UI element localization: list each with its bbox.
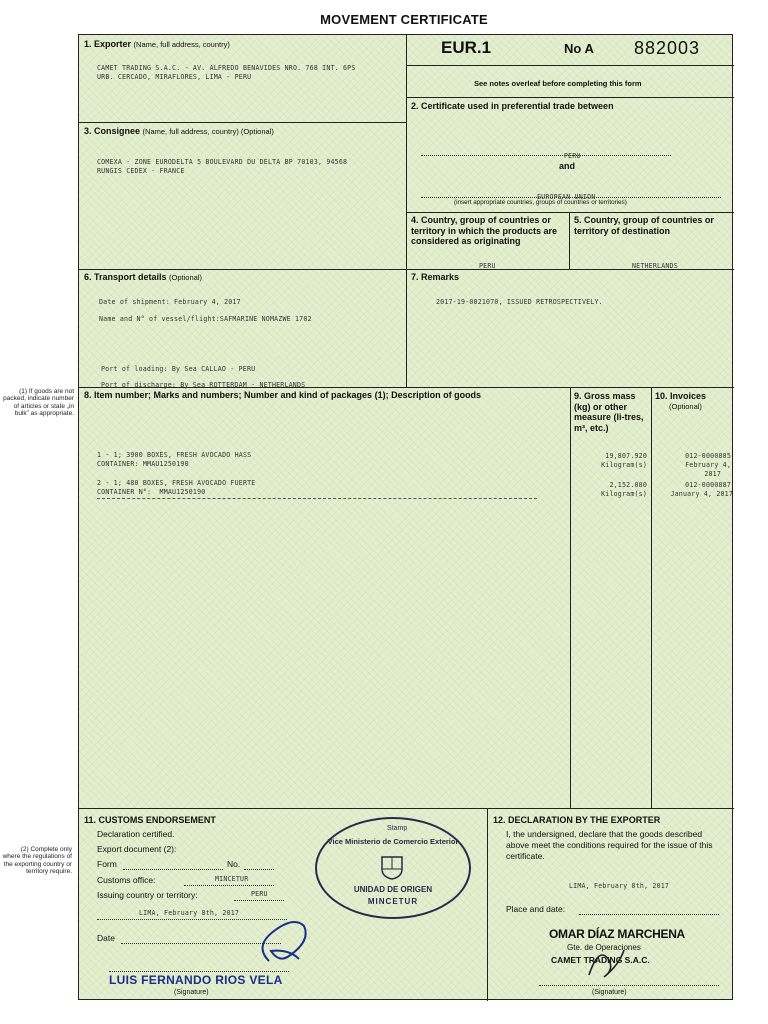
exporter-address-line1: CAMET TRADING S.A.C. - AV. ALFREDO BENAVIDES NRO. 768 INT. 6PS (97, 64, 356, 72)
shipment-date: Date of shipment: February 4, 2017 (99, 298, 241, 306)
exporter-signature-label: (Signature) (592, 989, 627, 996)
consignee-label: 3. Consignee (Name, full address, country) (Optional) (84, 126, 274, 136)
certificate-number: 882003 (634, 38, 701, 58)
trade-country-2: EUROPEAN UNION (537, 193, 596, 201)
certificate-form (78, 34, 733, 1000)
notes-overleaf: See notes overleaf before completing this form (474, 79, 642, 88)
customs-date-value: LIMA, February 8th, 2017 (139, 909, 240, 917)
item1-container: CONTAINER: MMAU1250190 (97, 460, 189, 468)
trade-country-1: PERU (564, 152, 581, 160)
origin-country-label: 4. Country, group of countries or territory in which the products are considered as originating (411, 215, 558, 246)
invoices-label: 10. Invoices (655, 391, 707, 401)
exporter-place-date-value: LIMA, February 8th, 2017 (569, 882, 670, 890)
box2-and: and (559, 161, 576, 171)
export-document-label: Export document (2): (97, 844, 177, 854)
port-of-loading: Port of loading: By Sea CALLAO - PERU (101, 365, 256, 373)
box2-dotline1 (421, 155, 671, 156)
item2-container: CONTAINER N°: MMAU1250190 (97, 488, 206, 496)
exporter-signatory-position: Gte. de Operaciones (567, 943, 641, 952)
form-label: Form (97, 859, 117, 869)
no-dotline (244, 869, 274, 870)
stamp-label: Stamp (387, 825, 408, 832)
customs-stamp (315, 817, 471, 919)
box2-label: 2. Certificate used in preferential trade between (411, 101, 614, 111)
invoice2-date: January 4, 2017 (670, 490, 733, 498)
customs-office-value: MINCETUR (215, 875, 249, 883)
port-of-discharge: Port of discharge: By Sea ROTTERDAM - NETHERLANDS (101, 381, 306, 389)
exporter-signatory-name: OMAR DÍAZ MARCHENA (549, 927, 685, 941)
customs-signature-label: (Signature) (174, 989, 209, 996)
issuing-country-label: Issuing country or territory: (97, 890, 198, 900)
place-date-dotline (579, 914, 719, 915)
stamp-bottom-text: UNIDAD DE ORIGEN (353, 885, 433, 894)
origin-country-value: PERU (479, 262, 496, 270)
exporter-signature-dotline (539, 985, 719, 986)
goods-end-line (97, 498, 537, 499)
customs-signature-icon (249, 901, 319, 971)
exporter-signature-icon (579, 935, 629, 985)
consignee-address-line1: COMEXA - ZONE EURODELTA 5 BOULEVARD DU DELTA BP 70103, 94568 (97, 158, 348, 166)
form-no-label: No. (227, 859, 241, 869)
item1-mass: 19,807.920 (605, 452, 647, 460)
destination-value: NETHERLANDS (632, 262, 678, 270)
box2-note: (insert appropriate countries, groups of countries or territories) (454, 199, 627, 206)
consignee-address-line2: RUNGIS CEDEX - FRANCE (97, 167, 185, 175)
transport-label: 6. Transport details (Optional) (84, 272, 202, 282)
eur1-heading: EUR.1 (441, 38, 492, 57)
issuing-country-value: PERU (251, 890, 268, 898)
form-dotline (123, 869, 223, 870)
invoice1-year: 2017 (704, 470, 721, 478)
customs-dotline (184, 885, 274, 886)
goods-description-label: 8. Item number; Marks and numbers; Number and kind of packages (1); Description of goods (84, 390, 482, 400)
vessel-name: Name and N° of vessel/flight:SAFMARINE NOMAZWE 1702 (99, 315, 312, 323)
exporter-label: 1. Exporter (Name, full address, country) (84, 39, 230, 49)
invoices-optional: (Optional) (669, 402, 702, 411)
date-label: Date (97, 933, 115, 943)
place-date-label: Place and date: (506, 904, 566, 914)
item2-description: 2 - 1; 480 BOXES, FRESH AVOCADO FUERTE (97, 479, 256, 487)
item1-description: 1 - 1; 3900 BOXES, FRESH AVOCADO HASS (97, 451, 252, 459)
customs-officer-name: LUIS FERNANDO RIOS VELA (109, 973, 283, 987)
remarks-text: 2017-19-0021070, ISSUED RETROSPECTIVELY. (436, 298, 603, 306)
certificate-number-label: No A (564, 41, 594, 56)
item2-mass: 2,152.080 (609, 481, 647, 489)
stamp-org: MINCETUR (367, 897, 419, 906)
customs-endorsement-label: 11. CUSTOMS ENDORSEMENT (84, 815, 216, 825)
item2-unit: Kilogram(s) (601, 490, 647, 498)
remarks-label: 7. Remarks (411, 272, 460, 282)
officer-dotline (109, 971, 289, 972)
invoice2-number: 012-0000887 (685, 481, 731, 489)
exporter-address-line2: URB. CERCADO, MIRAFLORES, LIMA - PERU (97, 73, 252, 81)
exporter-company: CAMET TRADING S.A.C. (551, 955, 650, 965)
invoice1-date: February 4, (685, 461, 731, 469)
footnote-1: (1) If goods are not packed, indicate number of articles or state „in bulk” as appropriate. (3, 388, 74, 417)
document-title: MOVEMENT CERTIFICATE (320, 12, 488, 27)
exporter-declaration-text: I, the undersigned, declare that the goods described above meet the conditions required for the issue of this certificate. (506, 829, 713, 861)
item1-unit: Kilogram(s) (601, 461, 647, 469)
invoice1-number: 012-0000885 (685, 452, 731, 460)
stamp-top-text: Vice Ministerio de Comercio Exterior (327, 837, 459, 846)
exporter-declaration-label: 12. DECLARATION BY THE EXPORTER (493, 815, 661, 825)
customs-office-label: Customs office: (97, 875, 156, 885)
destination-label: 5. Country, group of countries or territory of destination (574, 215, 714, 236)
coat-of-arms-icon (378, 853, 406, 881)
gross-mass-label: 9. Gross mass (kg) or other measure (li-tres, m³, etc.) (574, 391, 644, 433)
footnote-2: (2) Complete only where the regulations of the exporting country or territory require. (2, 846, 72, 875)
declaration-certified: Declaration certified. (97, 829, 175, 839)
